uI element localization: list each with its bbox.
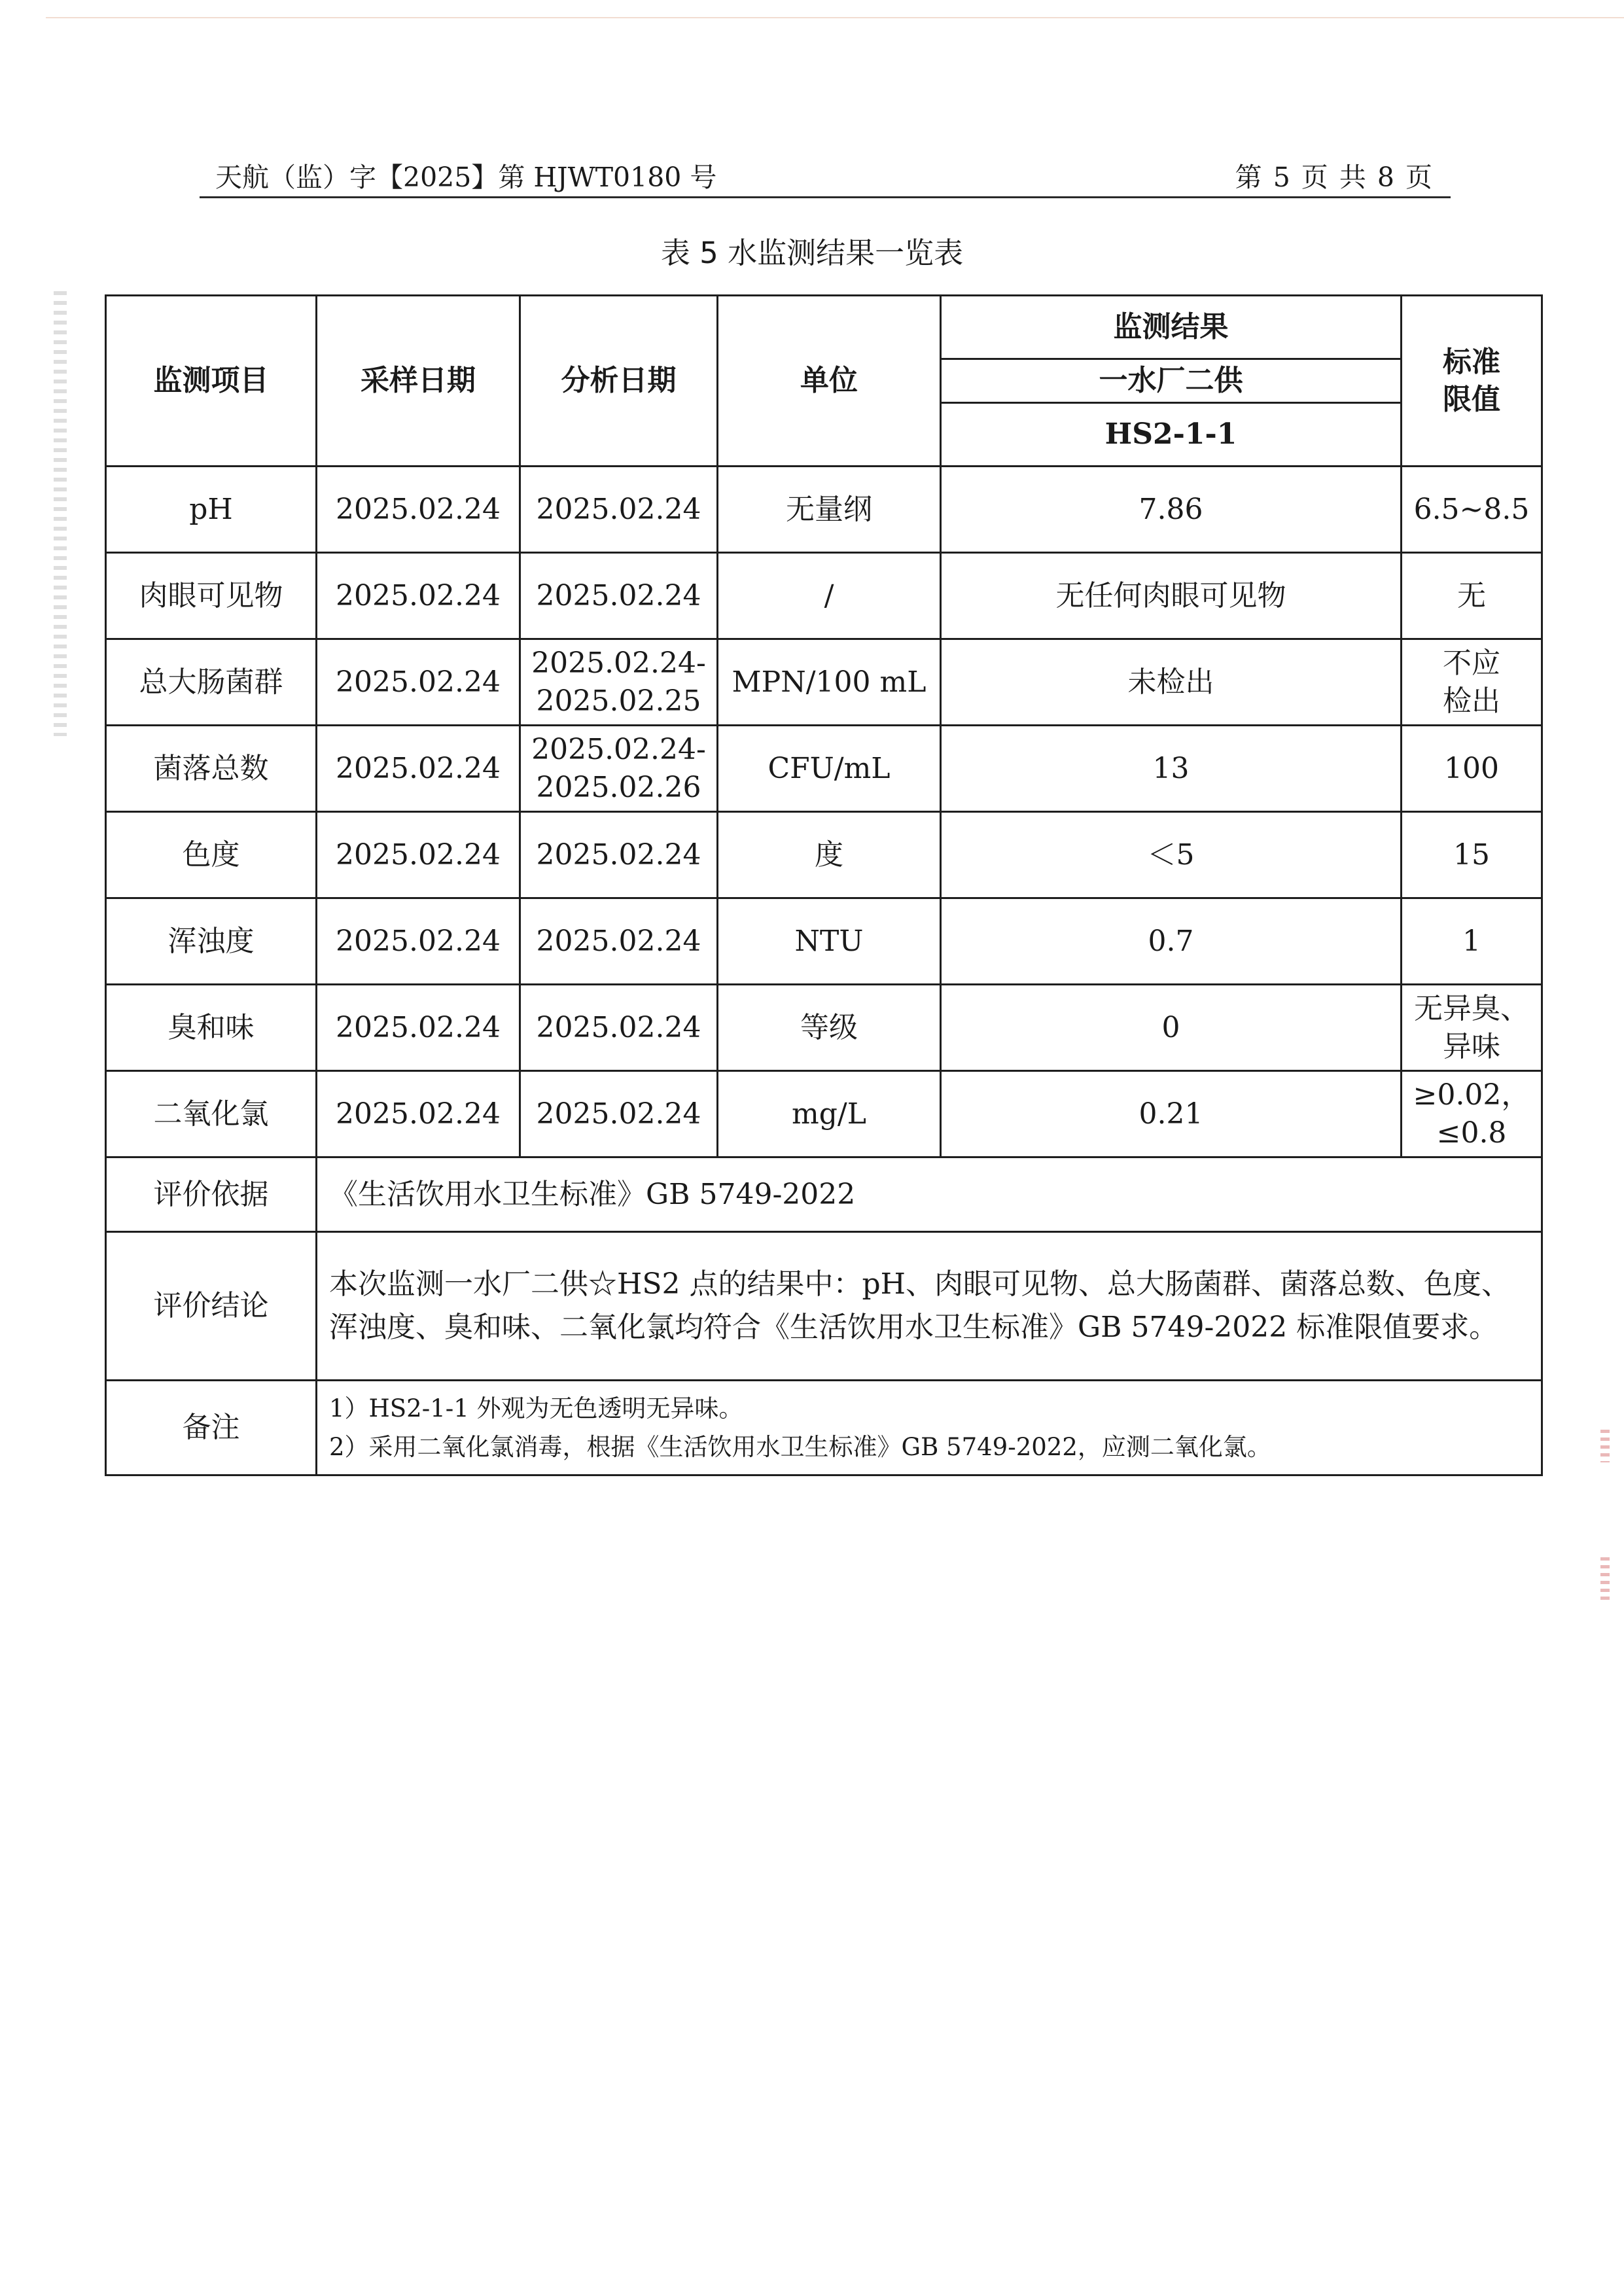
header-row: [106, 296, 1542, 359]
cell-item-text: 臭和味: [168, 1010, 255, 1044]
cell-analysis-date-text: 2025.02.24: [536, 578, 701, 612]
basis-row: [106, 1157, 1542, 1232]
table-caption: 表 5 水监测结果一览表: [660, 236, 964, 270]
cell-item-text: 二氧化氯: [153, 1097, 269, 1131]
cell-analysis-date-text: 2025.02.26: [536, 770, 701, 804]
conclusion-label: [106, 1232, 317, 1381]
header-sample-date: [317, 296, 520, 467]
cell-item-text: 总大肠菌群: [139, 665, 283, 699]
cell-analysis-date-text: 2025.02.24-: [531, 646, 706, 680]
cell-limit-text: 异味: [1443, 1029, 1500, 1063]
cell-sample-date: [317, 898, 520, 985]
remarks-label-text: 备注: [182, 1411, 240, 1445]
cell-limit-text: 100: [1444, 751, 1499, 785]
table-row: [106, 1071, 1542, 1157]
cell-analysis-date: [520, 726, 718, 812]
cell-sample-date: [317, 812, 520, 898]
cell-sample-date-text: 2025.02.24: [336, 1010, 501, 1044]
cell-sample-date-text: 2025.02.24: [336, 665, 501, 699]
header-result: [941, 296, 1402, 359]
cell-unit: [718, 467, 941, 553]
remarks-text-text: 2）采用二氧化氯消毒，根据《生活饮用水卫生标准》GB 5749-2022，应测二氧化氯。: [329, 1433, 1271, 1461]
cell-item: [106, 812, 317, 898]
remarks-text: [317, 1381, 1542, 1475]
cell-sample-date-text: 2025.02.24: [336, 838, 501, 872]
cell-item-text: 肉眼可见物: [139, 578, 283, 612]
report-number: 天航（监）字【2025】第 HJWT0180 号: [215, 162, 717, 193]
header-site-text: 一水厂二供: [1099, 364, 1243, 398]
binding-perforation-mark: [54, 291, 67, 736]
header-result-text: 监测结果: [1113, 310, 1229, 344]
cell-sample-date: [317, 985, 520, 1071]
page-info: 第 5 页 共 8 页: [1235, 162, 1434, 193]
header-limit-text: 限值: [1443, 383, 1500, 416]
cell-limit-text: 15: [1453, 838, 1490, 872]
cell-unit-text: CFU/mL: [768, 751, 891, 785]
cell-limit-text: ≤0.8: [1436, 1116, 1507, 1150]
remarks-text-text: 1）HS2-1-1 外观为无色透明无异味。: [329, 1394, 743, 1422]
seal-edge-mark: [1600, 1430, 1610, 1462]
cell-unit-text: MPN/100 mL: [732, 665, 927, 699]
cell-sample-date: [317, 639, 520, 726]
cell-unit-text: 等级: [800, 1010, 858, 1044]
cell-item-text: pH: [189, 492, 233, 526]
remarks-label: [106, 1381, 317, 1475]
cell-result-text: 7.86: [1139, 492, 1203, 526]
cell-analysis-date-text: 2025.02.24: [536, 838, 701, 872]
header-site: [941, 359, 1402, 403]
header-limit: [1402, 296, 1542, 467]
basis-label: [106, 1157, 317, 1232]
cell-limit-text: 1: [1462, 924, 1481, 958]
cell-item-text: 浑浊度: [168, 924, 255, 958]
cell-analysis-date: [520, 812, 718, 898]
cell-limit: [1402, 812, 1542, 898]
cell-result-text: 未检出: [1127, 665, 1214, 699]
cell-sample-date-text: 2025.02.24: [336, 924, 501, 958]
top-edge-rule: [46, 17, 1624, 18]
cell-result: [941, 1071, 1402, 1157]
seal-edge-mark: [1600, 1557, 1610, 1603]
cell-unit: [718, 812, 941, 898]
cell-result-text: 13: [1152, 751, 1190, 785]
cell-limit: [1402, 1071, 1542, 1157]
cell-result: [941, 639, 1402, 726]
cell-sample-date: [317, 726, 520, 812]
header-sample-code-text: HS2-1-1: [1104, 417, 1237, 451]
cell-sample-date-text: 2025.02.24: [336, 1097, 501, 1131]
cell-limit: [1402, 898, 1542, 985]
cell-item: [106, 1071, 317, 1157]
cell-sample-date-text: 2025.02.24: [336, 751, 501, 785]
table-row: [106, 985, 1542, 1071]
cell-unit: [718, 553, 941, 639]
cell-analysis-date: [520, 1071, 718, 1157]
conclusion-text: [317, 1232, 1542, 1381]
cell-unit: [718, 726, 941, 812]
cell-result: [941, 467, 1402, 553]
cell-result-text: 0: [1161, 1010, 1180, 1044]
table-row: [106, 553, 1542, 639]
cell-sample-date: [317, 553, 520, 639]
cell-result: [941, 553, 1402, 639]
cell-sample-date: [317, 1071, 520, 1157]
cell-result: [941, 812, 1402, 898]
cell-unit: [718, 639, 941, 726]
cell-sample-date-text: 2025.02.24: [336, 578, 501, 612]
cell-limit-text: 无: [1457, 578, 1486, 612]
cell-unit-text: 无量纲: [786, 492, 872, 526]
cell-analysis-date-text: 2025.02.24-: [531, 733, 706, 767]
cell-limit-text: 无异臭、: [1414, 992, 1529, 1026]
table-row: [106, 639, 1542, 726]
cell-result-text: 无任何肉眼可见物: [1055, 578, 1286, 612]
cell-unit-text: mg/L: [792, 1097, 866, 1131]
table-row: [106, 898, 1542, 985]
header-sample-date-text: 采样日期: [361, 364, 476, 398]
cell-unit: [718, 1071, 941, 1157]
cell-analysis-date: [520, 467, 718, 553]
cell-item: [106, 467, 317, 553]
cell-analysis-date-text: 2025.02.25: [536, 684, 701, 718]
cell-item-text: 色度: [182, 838, 240, 872]
cell-analysis-date: [520, 553, 718, 639]
cell-item: [106, 898, 317, 985]
basis-text-text: 《生活饮用水卫生标准》GB 5749-2022: [329, 1177, 856, 1211]
header-item: [106, 296, 317, 467]
cell-limit-text: 检出: [1443, 684, 1500, 718]
basis-text: [317, 1157, 1542, 1232]
cell-sample-date-text: 2025.02.24: [336, 492, 501, 526]
cell-item: [106, 639, 317, 726]
table-row: [106, 726, 1542, 812]
cell-unit-text: 度: [815, 838, 843, 872]
cell-analysis-date: [520, 985, 718, 1071]
cell-result: [941, 985, 1402, 1071]
header-limit-text: 标准: [1443, 345, 1500, 379]
header-analysis-date: [520, 296, 718, 467]
header-analysis-date-text: 分析日期: [561, 364, 677, 398]
conclusion-text-text: 本次监测一水厂二供☆HS2 点的结果中：pH、肉眼可见物、总大肠菌群、菌落总数、色度、浑浊度、臭和味、二氧化氯均符合《生活饮用水卫生标准》GB 5749-2022 标准限值要求。: [329, 1267, 1511, 1344]
cell-limit: [1402, 726, 1542, 812]
conclusion-label-text: 评价结论: [153, 1289, 269, 1323]
cell-sample-date: [317, 467, 520, 553]
cell-item: [106, 726, 317, 812]
cell-limit: [1402, 639, 1542, 726]
cell-analysis-date: [520, 898, 718, 985]
cell-analysis-date-text: 2025.02.24: [536, 1097, 701, 1131]
cell-result-text: 0.7: [1148, 924, 1194, 958]
header-sample-code: [941, 403, 1402, 467]
cell-analysis-date-text: 2025.02.24: [536, 924, 701, 958]
cell-limit: [1402, 553, 1542, 639]
cell-unit: [718, 898, 941, 985]
cell-limit-text: ≥0.02，: [1413, 1078, 1530, 1112]
table-row: [106, 812, 1542, 898]
header-unit: [718, 296, 941, 467]
page-header: [200, 150, 1451, 198]
water-monitoring-results-table: [105, 294, 1543, 1476]
cell-analysis-date: [520, 639, 718, 726]
cell-item: [106, 985, 317, 1071]
header-item-text: 监测项目: [153, 364, 269, 398]
cell-result: [941, 726, 1402, 812]
remarks-row: [106, 1381, 1542, 1475]
cell-limit: [1402, 467, 1542, 553]
cell-analysis-date-text: 2025.02.24: [536, 492, 701, 526]
conclusion-row: [106, 1232, 1542, 1381]
cell-result-text: ＜5: [1147, 838, 1195, 872]
cell-limit-text: 6.5~8.5: [1413, 492, 1530, 526]
cell-analysis-date-text: 2025.02.24: [536, 1010, 701, 1044]
cell-unit: [718, 985, 941, 1071]
cell-result: [941, 898, 1402, 985]
cell-item-text: 菌落总数: [153, 751, 269, 785]
basis-label-text: 评价依据: [153, 1177, 269, 1211]
table-body: [106, 296, 1542, 1475]
cell-item: [106, 553, 317, 639]
cell-limit-text: 不应: [1443, 646, 1500, 680]
cell-limit: [1402, 985, 1542, 1071]
cell-unit-text: /: [824, 578, 834, 612]
cell-unit-text: NTU: [794, 924, 864, 958]
header-unit-text: 单位: [800, 364, 858, 398]
cell-result-text: 0.21: [1139, 1097, 1203, 1131]
table-row: [106, 467, 1542, 553]
